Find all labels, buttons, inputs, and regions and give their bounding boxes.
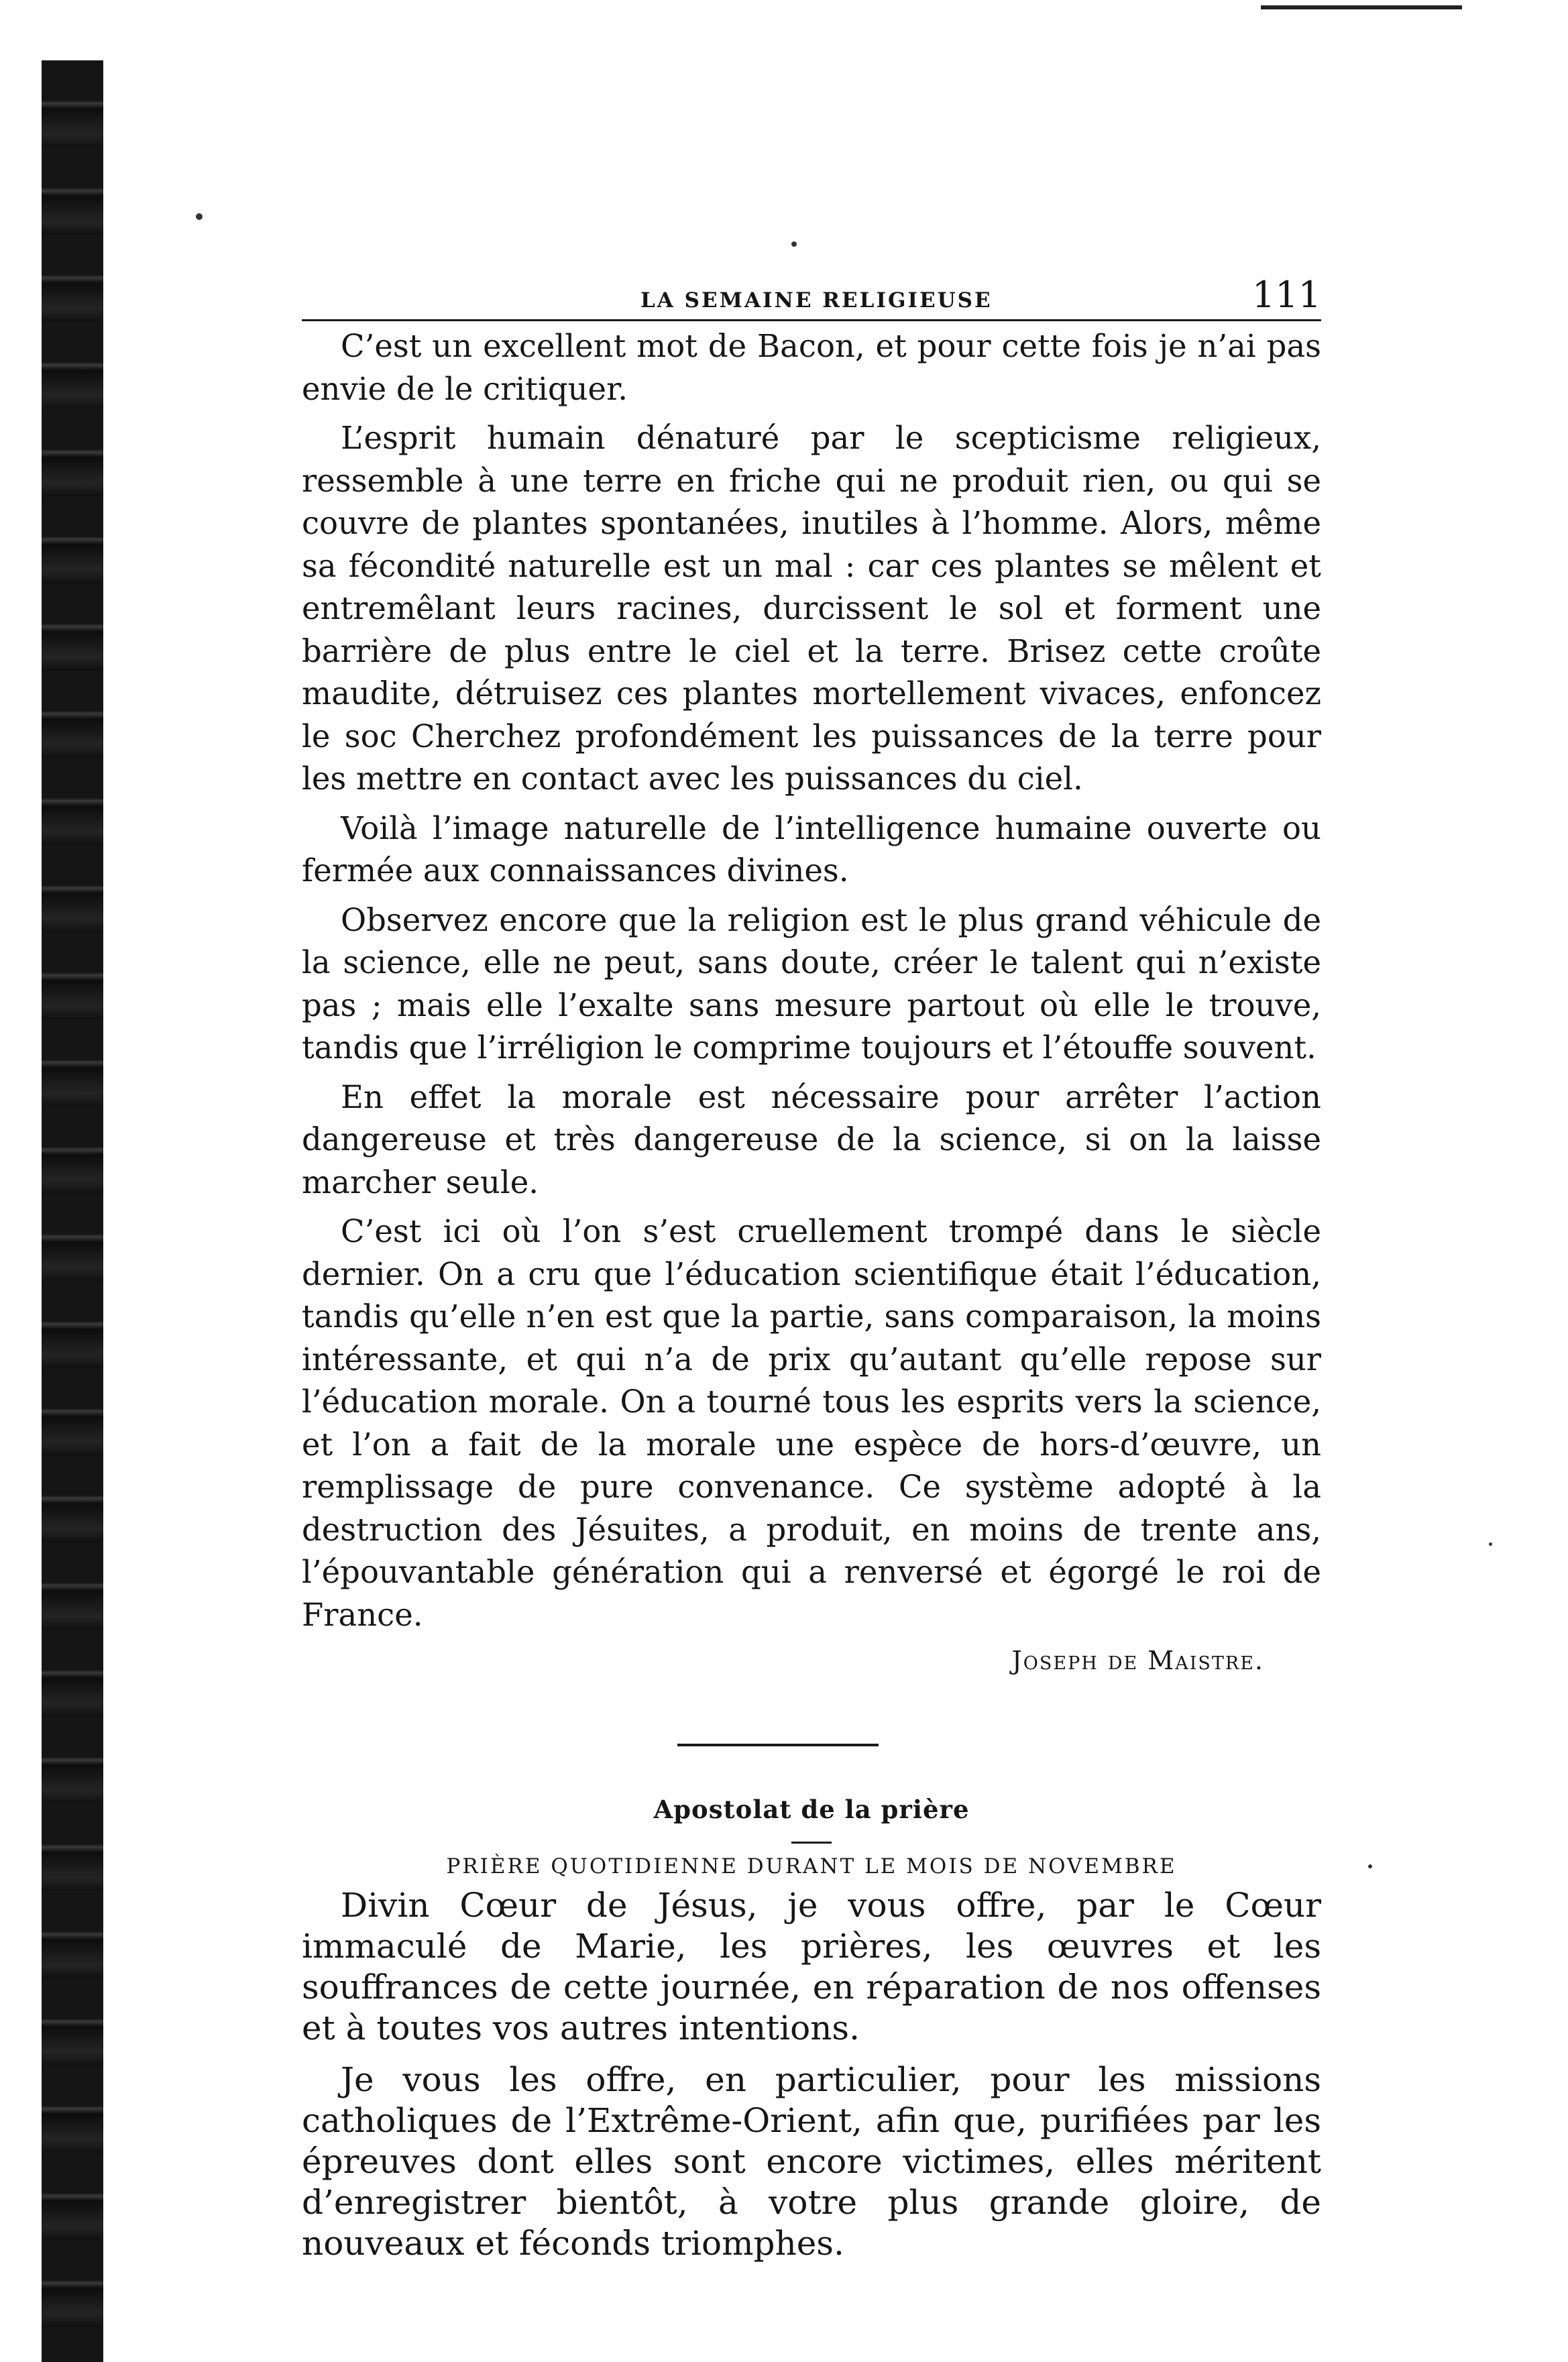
page-binding-edge — [42, 60, 103, 2362]
header-rule — [302, 319, 1321, 321]
prayer-paragraph-2: Je vous les offre, en particulier, pour les missions catholiques de l’Extrême-Orient, afin que, purifiées par les épreuves dont elles sont encore victimes, elles méritent d’enregistrer bientôt, à votre plus grande gloire, de nouveaux et féconds triomphes. — [302, 2060, 1321, 2263]
article-paragraph-3: Voilà l’image naturelle de l’intelligence humaine ouverte ou fermée aux connaissances divines. — [302, 809, 1321, 889]
scan-artifact-rule — [1261, 5, 1462, 9]
section-subtitle: PRIÈRE QUOTIDIENNE DURANT LE MOIS DE NOVEMBRE — [446, 1854, 1177, 1878]
page-body — [302, 268, 1321, 2264]
prayer-paragraph-1: Divin Cœur de Jésus, je vous offre, par le Cœur immaculé de Marie, les prières, les œuvres et les souffrances de cette journée, en réparation de nos offenses et à toutes vos autres intentions. — [302, 1886, 1321, 2047]
article-paragraph-4: Observez encore que la religion est le plus grand véhicule de la science, elle ne peut, sans doute, créer le talent qui n’existe pas ; mais elle l’exalte sans mesure partout où elle le trouve, tandis que l’irréligion le comprime toujours et l’étouffe souvent. — [302, 901, 1321, 1066]
author-signature: Joseph de Maistre. — [1011, 1646, 1264, 1675]
running-head-title: LA SEMAINE RELIGIEUSE — [640, 288, 993, 313]
article-paragraph-5: En effet la morale est nécessaire pour arrêter l’action dangereuse et très dangereuse de la science, si on la laisse marcher seule. — [302, 1078, 1321, 1200]
article-paragraph-2: L’esprit humain dénaturé par le scepticisme religieux, ressemble à une terre en friche qui ne produit rien, ou qui se couvre de plantes spontanées, inutiles à l’homme. Alors, même sa fécondité naturelle est un mal : car ces plantes se mêlent et entremêlant leurs racines, durcissent le sol et forment une barrière de plus entre le ciel et la terre. Brisez cette croûte maudite, détruisez ces plantes mortellement vivaces, enfoncez le soc Cherchez profondément les puissances de la terre pour les mettre en contact avec les puissances du ciel. — [302, 420, 1321, 797]
running-head — [302, 268, 1321, 319]
scan-speck — [791, 241, 797, 247]
title-underline — [791, 1842, 832, 1844]
scan-speck — [1368, 1864, 1372, 1868]
page-number: 111 — [1251, 274, 1321, 316]
scan-speck — [1489, 1542, 1492, 1546]
article-paragraph-6: C’est ici où l’on s’est cruellement trompé dans le siècle dernier. On a cru que l’éducation scientifique était l’éducation, tandis qu’elle n’en est que la partie, sans comparaison, la moins intéressante, et qui n’a de prix qu’autant qu’elle repose sur l’éducation morale. On a tourné tous les esprits vers la science, et l’on a fait de la morale une espèce de hors-d’œuvre, un remplissage de pure convenance. Ce système adopté à la destruction des Jésuites, a produit, en moins de trente ans, l’épouvantable génération qui a renversé et égorgé le roi de France. — [302, 1213, 1321, 1633]
scan-speck — [196, 213, 203, 220]
section-title: Apostolat de la prière — [653, 1795, 970, 1824]
article-paragraph-1: C’est un excellent mot de Bacon, et pour cette fois je n’ai pas envie de le critiquer. — [302, 328, 1321, 407]
section-divider — [677, 1744, 879, 1746]
